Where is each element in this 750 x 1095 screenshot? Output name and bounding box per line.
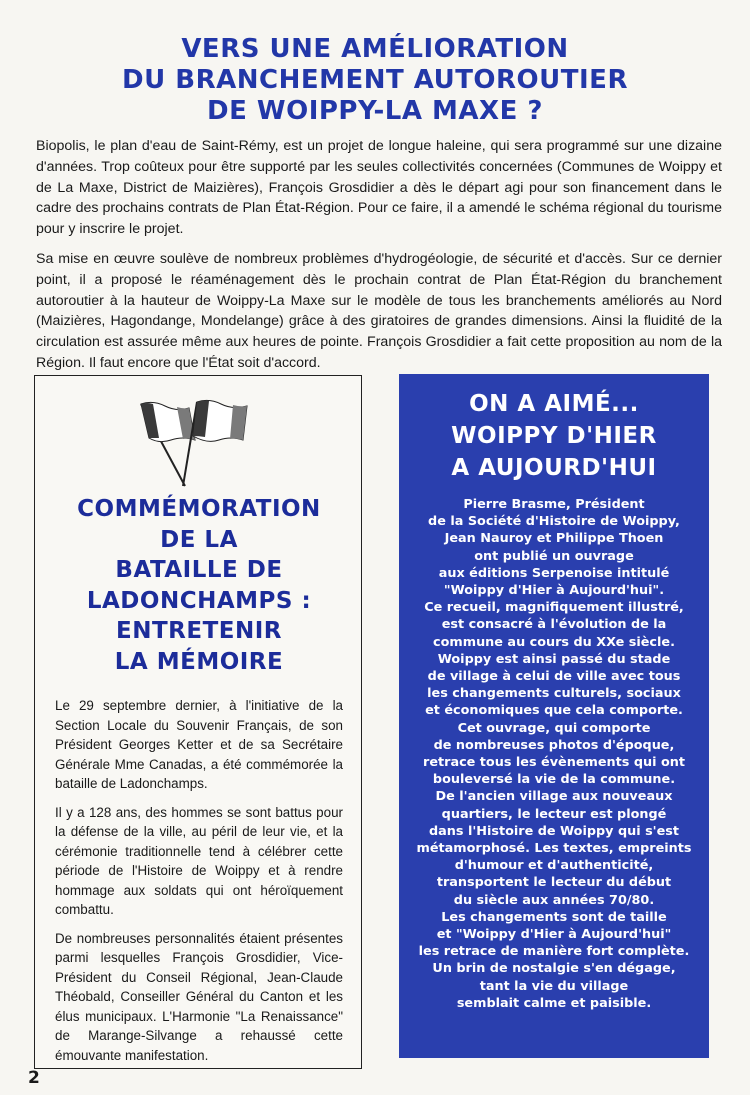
text-line: Pierre Brasme, Président [463, 497, 645, 512]
title-line: BATAILLE DE [115, 557, 283, 583]
commemoration-title [35, 494, 363, 677]
text-line: d'humour et d'authenticité, [454, 858, 654, 874]
text-line: les retrace de manière fort complète. [418, 944, 690, 960]
text-line: du siècle aux années 70/80. [453, 892, 655, 908]
text-line: est consacré à l'évolution de la commune au cours du XXe siècle. [433, 617, 675, 650]
commemoration-box [34, 375, 362, 1069]
title-line: LA MÉMOIRE [114, 648, 284, 675]
text-line: "Woippy d'Hier à Aujourd'hui". [443, 583, 665, 599]
commemoration-paragraph: De nombreuses personnalités étaient présentes parmi lesquelles François Grosdidier, Vice-Président du Conseil Régional, Jean-Claude Théobald, Conseiller Général du Canton et les élus municipaux. L'Harmonie "La Renaissance" de Marange-Silvange a rehaussé cette émouvante manifestation. [55, 930, 343, 1063]
on-a-aime-title [399, 388, 709, 484]
on-a-aime-box [399, 374, 709, 1058]
text-line: Cet ouvrage, qui comporte [457, 720, 651, 736]
text-line: retrace tous les évènements qui ont [423, 755, 685, 771]
text-line: de nombreuses photos d'époque, [433, 737, 675, 753]
commemoration-paragraph: Le 29 septembre dernier, à l'initiative de la Section Locale du Souvenir Français, de son Président Georges Ketter et de sa Secrétaire Générale Mme Canadas, a été commémorée la bataille de Ladonchamps. [55, 698, 343, 791]
page-number: 2 [28, 1068, 40, 1088]
text-line: semblait calme et paisible. [456, 995, 652, 1011]
headline-line: VERS UNE AMÉLIORATION [181, 34, 569, 64]
text-line: métamorphosé. Les textes, empreints [416, 841, 692, 857]
text-line: et "Woippy d'Hier à Aujourd'hui" [436, 927, 672, 943]
text-line: aux éditions Serpenoise intitulé [438, 565, 670, 581]
text-line: De l'ancien village aux nouveaux [435, 789, 673, 805]
text-line: et économiques que cela comporte. [425, 703, 683, 719]
text-line: Jean Nauroy et Philippe Thoen [444, 531, 664, 547]
text-line: Un brin de nostalgie s'en dégage, [432, 961, 676, 977]
intro-article [36, 136, 722, 383]
text-line: Les changements sont de taille [441, 909, 667, 925]
intro-paragraph: Biopolis, le plan d'eau de Saint-Rémy, est un projet de longue haleine, qui sera programmé sur une dizaine d'années. Trop coûteux pour être supporté par les seules collectivités concernées (Communes de Woippy et de La Maxe, District de Maizières), François Grosdidier a dès le départ agi pour son financement dans le cadre des prochains contrats de Plan État-Région. Pour ce faire, il a amendé le schéma régional du tourisme pour y inscrire le projet. [36, 138, 722, 238]
title-line: A AUJOURD'HUI [451, 455, 657, 481]
text-line: les changements culturels, sociaux [427, 686, 681, 702]
text-line: de village à celui de ville avec tous [427, 669, 681, 685]
text-line: Woippy est ainsi passé du stade [437, 651, 671, 667]
text-line: quartiers, le lecteur est plongé [441, 806, 667, 822]
on-a-aime-text [411, 496, 697, 1012]
title-line: LADONCHAMPS : [86, 587, 312, 614]
french-flags-icon [123, 394, 263, 494]
title-line: COMMÉMORATION [77, 496, 321, 522]
title-line: ENTRETENIR [116, 618, 282, 644]
text-line: bouleversé la vie de la commune. [432, 772, 676, 788]
text-line: dans l'Histoire de Woippy qui s'est [428, 823, 680, 839]
intro-paragraph: Sa mise en œuvre soulève de nombreux problèmes d'hydrogéologie, de sécurité et d'accès. Sur ce dernier point, il a proposé le réaménagement dès le prochain contrat de Plan État-Région du branchement autoroutier à la hauteur de Woippy-La Maxe sur le modèle de tous les branchements améliorés au Nord (Maizières, Hagondange, Mondelange) grâce à des giratoires de grandes dimensions. Ainsi la fluidité de la circulation est assurée même aux heures de pointe. François Grosdidier a fait cette proposition au nom de la Région. Il faut encore que l'État soit d'accord. [36, 250, 722, 371]
page-headline [0, 34, 750, 127]
commemoration-paragraph: Il y a 128 ans, des hommes se sont battus pour la défense de la ville, au péril de leur vie, et la cérémonie traditionnelle tend à célébrer cette période de l'Histoire de Woippy et à rendre hommage aux soldats qui ont héroïquement combattu. [55, 804, 343, 917]
headline-line: DU BRANCHEMENT AUTOROUTIER [122, 65, 628, 95]
title-line: WOIPPY D'HIER [451, 423, 657, 449]
text-line: transportent le lecteur du début [436, 875, 672, 891]
headline-line: DE WOIPPY-LA MAXE ? [207, 96, 543, 126]
text-line: tant la vie du village [479, 978, 629, 994]
text-line: ont publié un ouvrage [474, 548, 634, 564]
title-line: DE LA [160, 526, 238, 553]
title-line: ON A AIMÉ... [469, 391, 639, 417]
text-line: Ce recueil, magnifiquement illustré, [424, 600, 684, 616]
text-line: de la Société d'Histoire de Woippy, [428, 514, 680, 530]
commemoration-text [55, 696, 343, 1074]
